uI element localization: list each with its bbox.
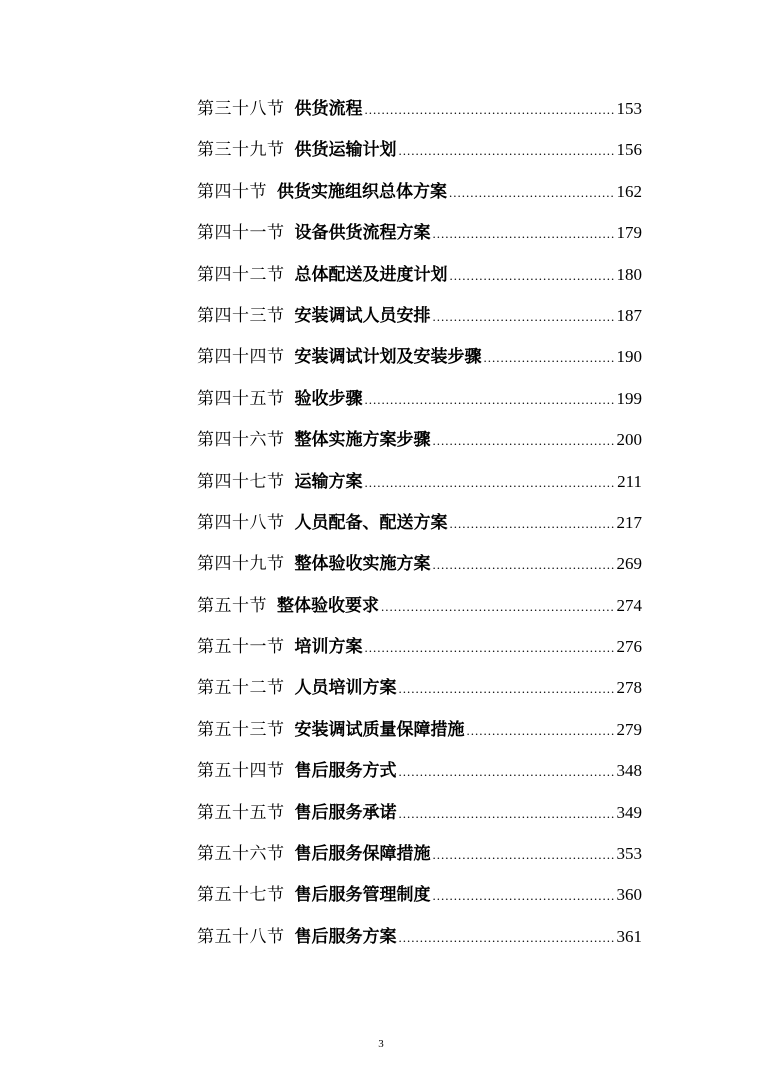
toc-leader-dots: [399, 923, 615, 953]
toc-section-number: 第四十八节: [197, 512, 285, 533]
toc-title: 设备供货流程方案: [294, 223, 431, 244]
toc-title: 供货运输计划: [294, 140, 397, 161]
toc-page-number: 211: [617, 471, 642, 491]
toc-title: 安装调试人员安排: [294, 305, 431, 326]
toc-leader-dots: [449, 178, 615, 208]
toc-title: 售后服务方案: [294, 926, 397, 947]
toc-title: 人员配备、配送方案: [294, 512, 448, 533]
toc-entry[interactable]: [197, 218, 642, 259]
toc-entry[interactable]: [197, 549, 642, 590]
page-number: 3: [378, 1038, 384, 1050]
toc-page-number: 190: [616, 347, 642, 367]
toc-section-number: 第三十八节: [197, 99, 285, 119]
toc-title: 售后服务方式: [294, 761, 397, 782]
toc-page-number: 353: [616, 844, 642, 864]
toc-title: 整体实施方案步骤: [294, 430, 431, 451]
toc-entry[interactable]: [197, 880, 642, 921]
toc-leader-dots: [365, 633, 615, 663]
toc-leader-dots: [433, 881, 615, 911]
toc-entry[interactable]: [197, 425, 642, 466]
toc-entry[interactable]: [197, 384, 642, 425]
toc-page-number: 269: [616, 554, 642, 574]
toc-title: 培训方案: [294, 637, 363, 658]
toc-title: 售后服务保障措施: [294, 844, 431, 865]
toc-section-number: 第五十六节: [197, 844, 285, 865]
toc-section-number: 第五十节: [197, 595, 267, 616]
table-of-contents: [197, 94, 642, 963]
toc-leader-dots: [381, 592, 615, 622]
toc-title: 总体配送及进度计划: [294, 264, 448, 285]
toc-section-number: 第五十一节: [197, 637, 285, 658]
toc-leader-dots: [365, 468, 616, 498]
toc-leader-dots: [450, 261, 615, 291]
toc-page-number: 199: [616, 388, 642, 408]
toc-section-number: 第五十四节: [197, 761, 285, 782]
toc-title: 供货实施组织总体方案: [277, 181, 447, 202]
toc-leader-dots: [365, 95, 615, 125]
toc-leader-dots: [399, 757, 615, 787]
toc-section-number: 第五十七节: [197, 885, 285, 906]
toc-title: 运输方案: [294, 471, 363, 492]
toc-section-number: 第五十二节: [197, 678, 285, 699]
toc-entry[interactable]: [197, 135, 642, 176]
toc-page-number: 180: [616, 264, 642, 284]
toc-leader-dots: [399, 674, 615, 704]
toc-title: 整体验收要求: [277, 595, 379, 616]
toc-entry[interactable]: [197, 467, 642, 508]
toc-section-number: 第四十七节: [197, 471, 285, 492]
toc-entry[interactable]: [197, 94, 642, 135]
toc-section-number: 第三十九节: [197, 140, 285, 161]
toc-title: 供货流程: [294, 99, 363, 119]
toc-section-number: 第四十六节: [197, 430, 285, 451]
toc-entry[interactable]: [197, 342, 642, 383]
toc-leader-dots: [450, 509, 615, 539]
toc-entry[interactable]: [197, 632, 642, 673]
toc-leader-dots: [399, 136, 615, 166]
toc-page-number: 278: [616, 678, 642, 698]
toc-section-number: 第五十三节: [197, 719, 285, 740]
toc-title: 人员培训方案: [294, 678, 397, 699]
toc-title: 整体验收实施方案: [294, 554, 431, 575]
toc-page-number: 179: [616, 223, 642, 243]
toc-entry[interactable]: [197, 756, 642, 797]
toc-page-number: 153: [616, 99, 642, 118]
toc-entry[interactable]: [197, 673, 642, 714]
toc-title: 安装调试计划及安装步骤: [294, 347, 482, 368]
toc-title: 售后服务管理制度: [294, 885, 431, 906]
toc-leader-dots: [433, 302, 615, 332]
toc-section-number: 第四十九节: [197, 554, 285, 575]
toc-entry[interactable]: [197, 177, 642, 218]
toc-page-number: 156: [616, 140, 642, 160]
toc-leader-dots: [433, 550, 615, 580]
toc-leader-dots: [484, 343, 615, 373]
toc-section-number: 第四十节: [197, 181, 267, 202]
toc-section-number: 第四十四节: [197, 347, 285, 368]
toc-section-number: 第四十三节: [197, 305, 285, 326]
toc-page-number: 360: [616, 885, 642, 905]
toc-page-number: 200: [616, 430, 642, 450]
toc-page-number: 274: [616, 595, 642, 615]
toc-section-number: 第四十一节: [197, 223, 285, 244]
toc-section-number: 第四十五节: [197, 388, 285, 409]
toc-entry[interactable]: [197, 839, 642, 880]
toc-entry[interactable]: [197, 591, 642, 632]
toc-section-number: 第五十八节: [197, 926, 285, 947]
toc-page-number: 279: [616, 719, 642, 739]
toc-leader-dots: [433, 840, 615, 870]
toc-leader-dots: [433, 426, 615, 456]
toc-page-number: 217: [616, 512, 642, 532]
toc-entry[interactable]: [197, 715, 642, 756]
toc-page-number: 348: [616, 761, 642, 781]
toc-entry[interactable]: [197, 260, 642, 301]
toc-leader-dots: [433, 219, 615, 249]
toc-page-number: 187: [616, 305, 642, 325]
toc-page-number: 162: [616, 181, 642, 201]
toc-leader-dots: [467, 716, 615, 746]
toc-title: 售后服务承诺: [294, 802, 397, 823]
toc-title: 安装调试质量保障措施: [294, 719, 465, 740]
toc-page-number: 349: [616, 802, 642, 822]
toc-entry[interactable]: [197, 301, 642, 342]
toc-leader-dots: [365, 385, 615, 415]
toc-section-number: 第四十二节: [197, 264, 285, 285]
toc-title: 验收步骤: [294, 388, 363, 409]
toc-entry[interactable]: [197, 922, 642, 963]
toc-entry[interactable]: [197, 508, 642, 549]
toc-page-number: 361: [616, 926, 642, 946]
toc-entry[interactable]: [197, 798, 642, 839]
toc-leader-dots: [399, 799, 615, 829]
toc-section-number: 第五十五节: [197, 802, 285, 823]
toc-page-number: 276: [616, 637, 642, 657]
